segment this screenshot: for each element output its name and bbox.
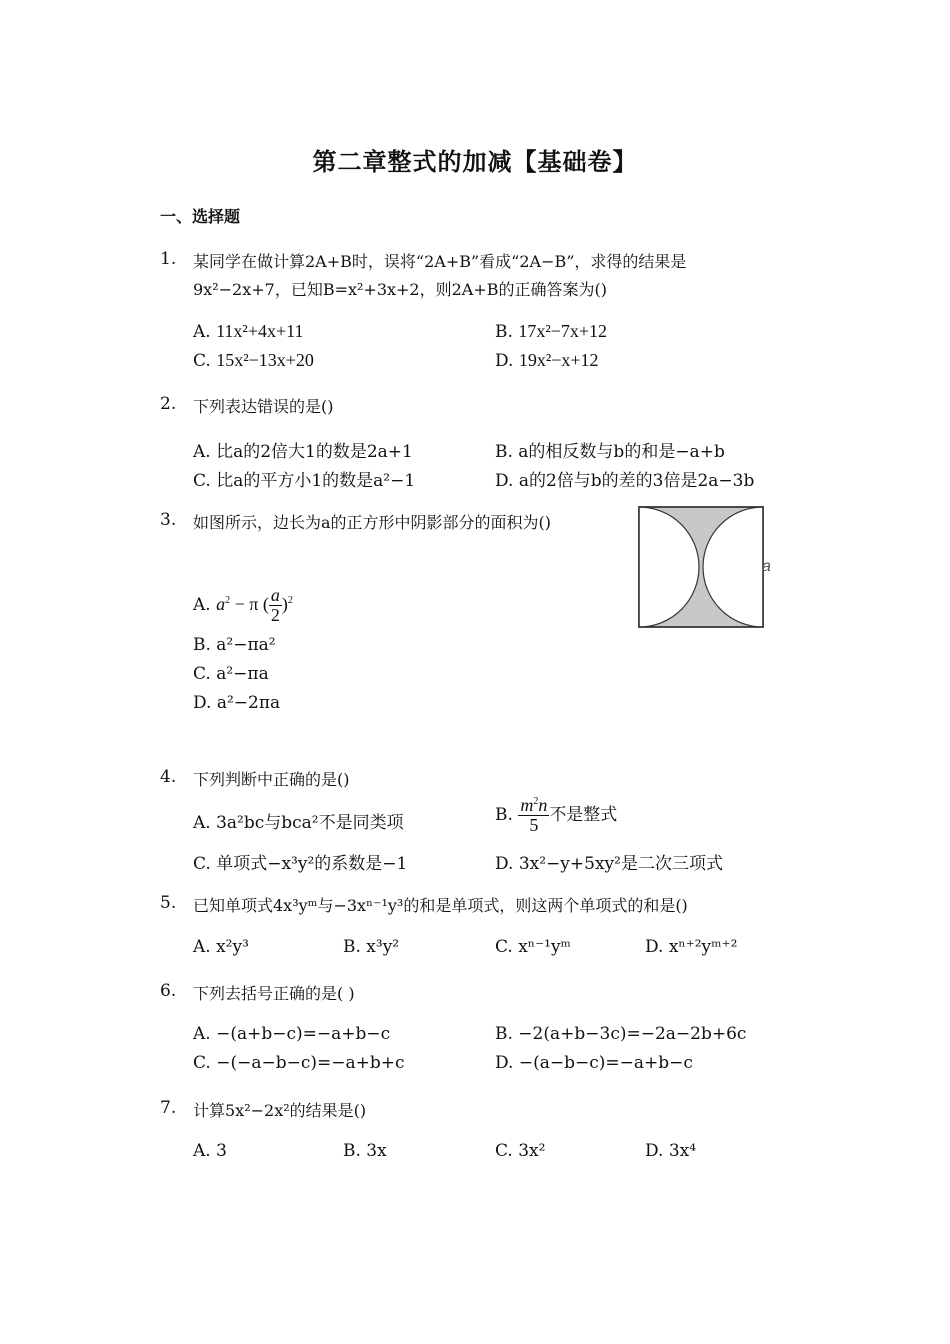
option-c[interactable]: C. a²−πa xyxy=(193,664,269,684)
option-letter: B. xyxy=(495,322,513,342)
question-number: 6. xyxy=(160,981,177,1001)
option-a[interactable]: A. 比a的2倍大1的数是2a+1 xyxy=(193,442,413,462)
option-d[interactable]: D. xⁿ⁺²yᵐ⁺² xyxy=(645,937,738,957)
question-6-stem: 下列去括号正确的是( ) xyxy=(193,984,355,1003)
question-1-line-1: 某同学在做计算2A+B时，误将“2A+B”看成“2A−B”，求得的结果是 xyxy=(193,252,687,271)
option-d[interactable]: D. 3x²−y+5xy²是二次三项式 xyxy=(495,854,723,874)
option-text: 19x²−x+12 xyxy=(518,350,599,370)
option-b[interactable]: B. 3x xyxy=(343,1141,387,1161)
option-letter: A. xyxy=(193,594,211,615)
option-letter: B. xyxy=(495,804,513,825)
option-c[interactable]: C. xⁿ⁻¹yᵐ xyxy=(495,937,571,957)
option-d[interactable]: D. 3x⁴ xyxy=(645,1141,697,1161)
option-letter: A. xyxy=(193,322,211,342)
option-a[interactable]: A. −(a+b−c)=−a+b−c xyxy=(193,1024,391,1044)
option-d[interactable]: D. a²−2πa xyxy=(193,693,281,713)
option-letter: D. xyxy=(495,351,514,371)
question-4-stem: 下列判断中正确的是() xyxy=(193,770,350,789)
question-2-stem: 下列表达错误的是() xyxy=(193,397,334,416)
figure-side-label: a xyxy=(762,558,771,575)
question-number: 7. xyxy=(160,1098,177,1118)
question-number: 1. xyxy=(160,249,177,269)
option-b[interactable]: B. x³y² xyxy=(343,937,400,957)
fraction-m2n-over-5: $\frac{m^2n}{5}$ xyxy=(520,795,548,835)
option-c[interactable]: C. 3x² xyxy=(495,1141,546,1161)
option-c[interactable] xyxy=(193,350,314,371)
option-c[interactable]: C. 单项式−x³y²的系数是−1 xyxy=(193,854,408,874)
question-number: 5. xyxy=(160,893,177,913)
question-7-stem: 计算5x²−2x²的结果是() xyxy=(193,1101,367,1120)
question-number: 2. xyxy=(160,394,177,414)
option-a[interactable]: A. $a^2 - \pi$ ( $\frac{a}{2}$ )$^2$ xyxy=(193,585,293,625)
option-a[interactable]: A. 3a²bc与bca²不是同类项 xyxy=(193,813,404,833)
option-text: 15x²−13x+20 xyxy=(216,350,314,370)
section-heading: 一、选择题 xyxy=(160,207,241,226)
option-text: 不是整式 xyxy=(549,804,618,825)
option-a[interactable]: A. x²y³ xyxy=(193,937,249,957)
option-c[interactable]: C. −(−a−b−c)=−a+b+c xyxy=(193,1053,405,1073)
option-a-formula: $a^2 - \pi$ ( xyxy=(216,593,269,614)
option-b[interactable] xyxy=(495,321,607,342)
option-c[interactable]: C. 比a的平方小1的数是a²−1 xyxy=(193,471,416,491)
option-b[interactable]: B. a²−πa² xyxy=(193,635,276,655)
page-title: 第二章整式的加减【基础卷】 xyxy=(312,147,638,176)
question-1-line-2: 9x²−2x+7，已知B=x²+3x+2，则2A+B的正确答案为() xyxy=(193,280,607,299)
fraction-a-over-2: $\frac{a}{2}$ xyxy=(270,585,280,625)
option-text: 11x²+4x+11 xyxy=(216,321,304,341)
question-number: 3. xyxy=(160,510,177,530)
option-b[interactable]: B. a的相反数与b的和是−a+b xyxy=(495,442,725,462)
question-5-stem: 已知单项式4x³yᵐ与−3xⁿ⁻¹y³的和是单项式，则这两个单项式的和是() xyxy=(193,896,688,915)
square-shaded-figure xyxy=(638,506,764,628)
option-d[interactable]: D. a的2倍与b的差的3倍是2a−3b xyxy=(495,471,755,491)
option-d[interactable] xyxy=(495,350,599,371)
question-3-stem: 如图所示，边长为a的正方形中阴影部分的面积为() xyxy=(193,513,552,532)
option-a[interactable] xyxy=(193,321,303,342)
option-text: 17x²−7x+12 xyxy=(518,321,608,341)
option-d[interactable]: D. −(a−b−c)=−a+b−c xyxy=(495,1053,693,1073)
question-number: 4. xyxy=(160,767,177,787)
option-letter: C. xyxy=(193,351,211,371)
option-a[interactable]: A. 3 xyxy=(193,1141,227,1161)
option-b[interactable] xyxy=(495,796,617,835)
option-b[interactable]: B. −2(a+b−3c)=−2a−2b+6c xyxy=(495,1024,747,1044)
